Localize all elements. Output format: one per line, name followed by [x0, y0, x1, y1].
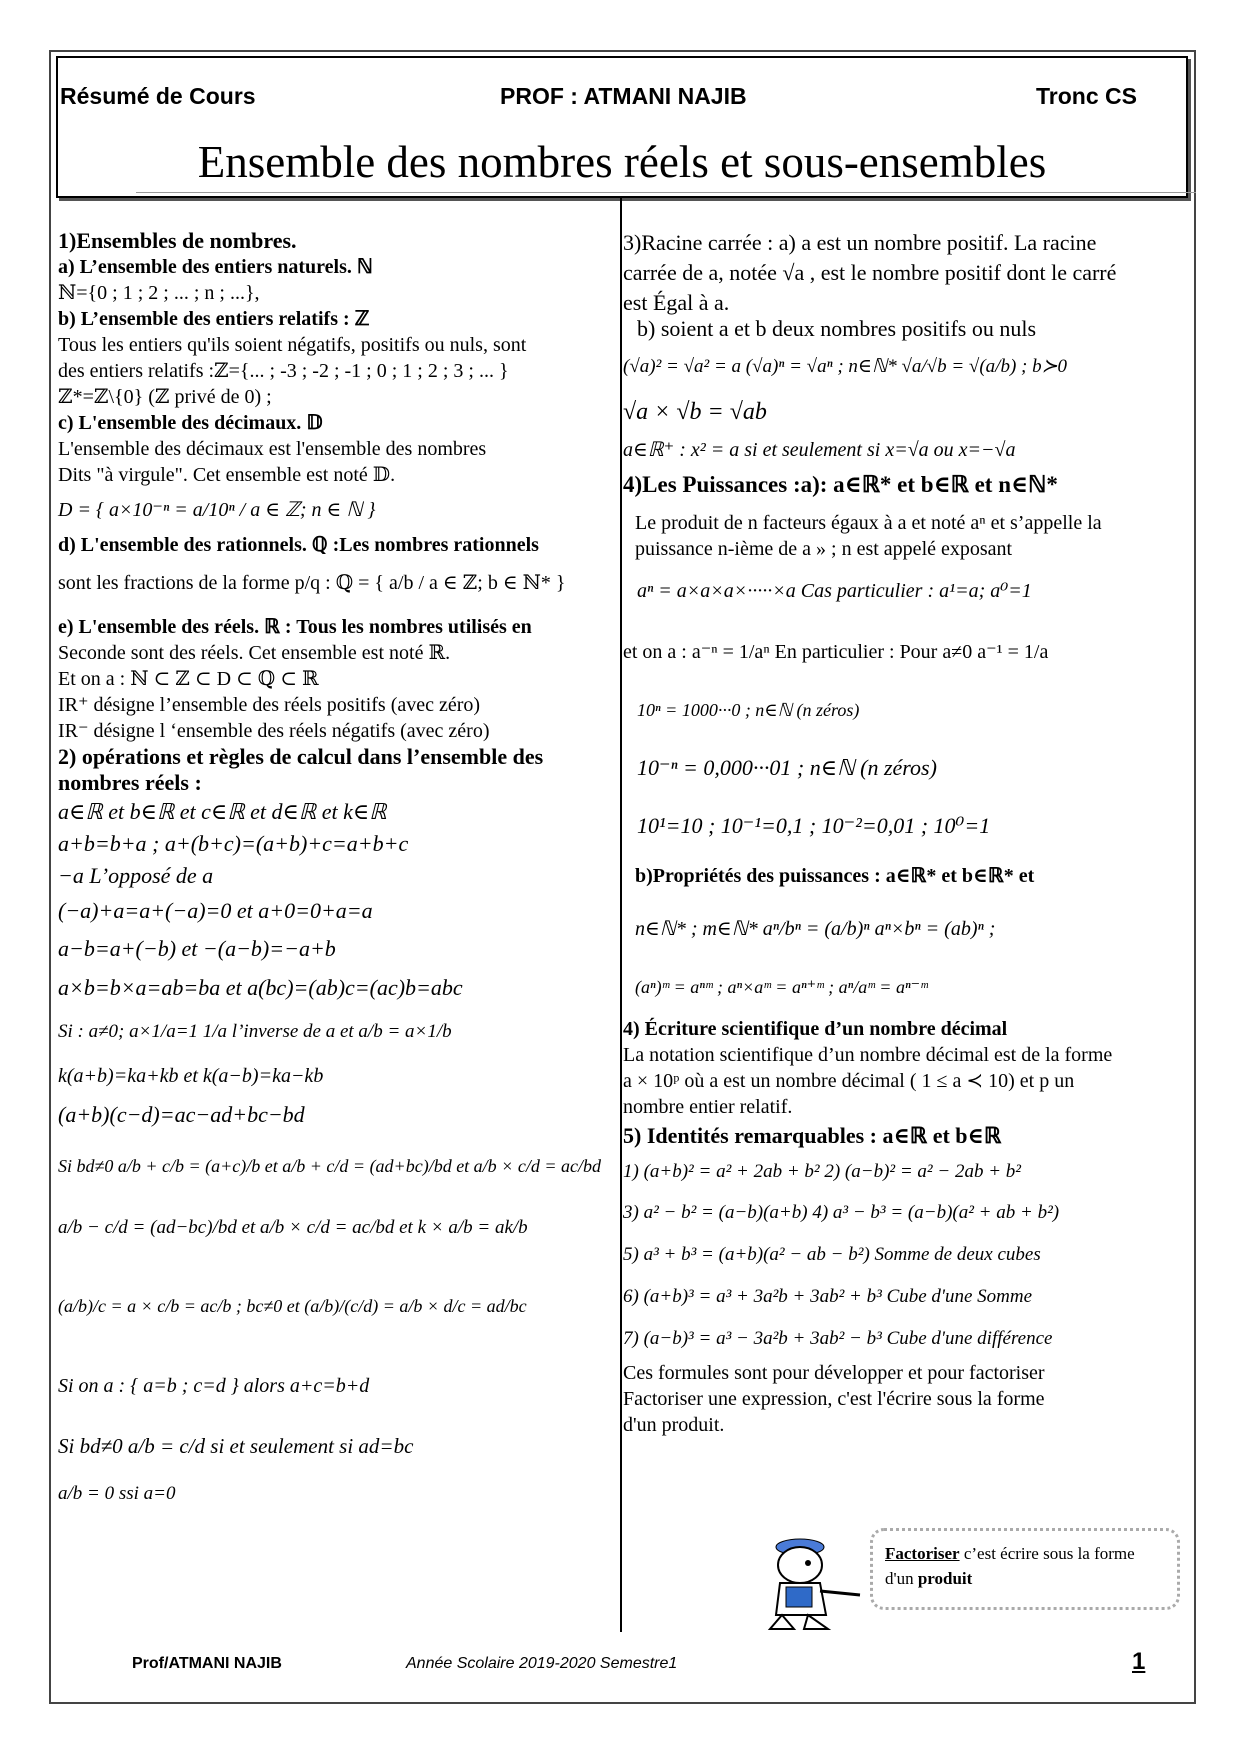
section-1-title: 1)Ensembles de nombres.: [58, 228, 297, 253]
decimals-line2: Dits "à virgule". Cet ensemble est noté 𝔻.: [58, 464, 396, 486]
power-props-1: n∈ℕ* ; m∈ℕ* aⁿ/bⁿ = (a/b)ⁿ aⁿ×bⁿ = (ab)ⁿ ;: [635, 918, 996, 940]
footer-author: Prof/ATMANI NAJIB: [132, 1655, 282, 1672]
identity-5: 7) (a−b)³ = a³ − 3a²b + 3ab² − b³ Cube d'une différence: [623, 1328, 1053, 1349]
rule-6: a×b=b×a=ab=ba et a(bc)=(ab)c=(ac)b=abc: [58, 975, 463, 1000]
rule-2: a+b=b+a ; a+(b+c)=(a+b)+c=a+b+c: [58, 831, 409, 856]
tip-cloud: [870, 1528, 1180, 1610]
power-formula-5: 10¹=10 ; 10⁻¹=0,1 ; 10⁻²=0,01 ; 10⁰=1: [637, 813, 991, 838]
power-formula-2: et on a : a⁻ⁿ = 1/aⁿ En particulier : Pour a≠0 a⁻¹ = 1/a: [623, 641, 1049, 663]
mascot-illustration: [760, 1525, 875, 1635]
sqrt-def-1: carrée de a, notée √a , est le nombre positif dont le carré: [623, 260, 1117, 285]
scientific-line3: nombre entier relatif.: [623, 1096, 793, 1118]
relatives-line1: Tous les entiers qu'ils soient négatifs, positifs ou nuls, sont: [58, 334, 527, 356]
column-divider: [620, 197, 622, 1632]
sqrt-formula-3: a∈ℝ⁺ : x² = a si et seulement si x=√a ou x=−√a: [623, 439, 1016, 461]
reals-positive: IR⁺ désigne l’ensemble des réels positifs (avec zéro): [58, 694, 481, 716]
power-def-1: Le produit de n facteurs égaux à a et noté aⁿ et s’appelle la: [635, 512, 1102, 534]
right-column: [623, 230, 1188, 1438]
scientific-line1: La notation scientifique d’un nombre décimal est de la forme: [623, 1044, 1113, 1066]
tip-keyword-2: produit: [917, 1569, 973, 1588]
page-number: 1: [1132, 1648, 1146, 1675]
tip-text-1: c’est écrire sous la forme: [959, 1544, 1135, 1563]
rule-12: (a/b)/c = a × c/b = ac/b ; bc≠0 et (a/b)/(c/d) = a/b × d/c = ad/bc: [58, 1296, 527, 1316]
rule-9: (a+b)(c−d)=ac−ad+bc−bd: [58, 1102, 305, 1127]
rule-15: a/b = 0 ssi a=0: [58, 1483, 176, 1504]
relatives-line3: ℤ*=ℤ\{0} (ℤ privé de 0) ;: [58, 386, 272, 408]
rule-14: Si bd≠0 a/b = c/d si et seulement si ad=bc: [58, 1434, 414, 1458]
scientific-title: 4) Écriture scientifique d’un nombre décimal: [623, 1018, 1008, 1040]
tip-text-2: d'un: [885, 1569, 918, 1588]
decimals-title: c) L'ensemble des décimaux. 𝔻: [58, 412, 323, 434]
identity-3: 5) a³ + b³ = (a+b)(a² − ab − b²) Somme de deux cubes: [623, 1244, 1041, 1265]
rule-5: a−b=a+(−b) et −(a−b)=−a+b: [58, 936, 336, 961]
header-right: Tronc CS: [1036, 83, 1137, 109]
rationals-def: sont les fractions de la forme p/q : ℚ = { a/b / a ∈ ℤ; b ∈ ℕ* }: [58, 572, 566, 594]
sqrt-def-2: est Égal à a.: [623, 290, 730, 315]
rule-13: Si on a : { a=b ; c=d } alors a+c=b+d: [58, 1375, 370, 1397]
section-3-title: 3)Racine carrée : a) a est un nombre positif. La racine: [623, 230, 1097, 255]
header-center: PROF : ATMANI NAJIB: [500, 83, 747, 109]
power-props-title: b)Propriétés des puissances : a∈ℝ* et b∈ℝ* et: [635, 865, 1035, 887]
identity-4: 6) (a+b)³ = a³ + 3a²b + 3ab² + b³ Cube d'une Somme: [623, 1286, 1033, 1307]
decimals-line1: L'ensemble des décimaux est l'ensemble des nombres: [58, 438, 487, 460]
rationals-title: d) L'ensemble des rationnels. ℚ :Les nombres rationnels: [58, 534, 539, 556]
closing-line3: d'un produit.: [623, 1414, 725, 1436]
tip-keyword: Factoriser: [885, 1544, 960, 1563]
reals-title: e) L'ensemble des réels. ℝ : Tous les nombres utilisés en: [58, 616, 532, 638]
header-box: [56, 56, 1188, 198]
page-title: Ensemble des nombres réels et sous-ensembles: [197, 137, 1047, 187]
power-formula-3: 10ⁿ = 1000···0 ; n∈ℕ (n zéros): [637, 700, 860, 720]
power-props-2: (aⁿ)ᵐ = aⁿᵐ ; aⁿ×aᵐ = aⁿ⁺ᵐ ; aⁿ/aᵐ = aⁿ⁻ᵐ: [635, 977, 928, 997]
title-underline: [136, 192, 1196, 193]
identity-1: 1) (a+b)² = a² + 2ab + b² 2) (a−b)² = a² − 2ab + b²: [623, 1161, 1021, 1182]
naturals-title: a) L’ensemble des entiers naturels. ℕ: [58, 256, 373, 278]
rule-1: a∈ℝ et b∈ℝ et c∈ℝ et d∈ℝ et k∈ℝ: [58, 799, 387, 824]
closing-line1: Ces formules sont pour développer et pour factoriser: [623, 1362, 1045, 1384]
identity-2: 3) a² − b² = (a−b)(a+b) 4) a³ − b³ = (a−b)(a² + ab + b²): [623, 1202, 1060, 1223]
rule-11: a/b − c/d = (ad−bc)/bd et a/b × c/d = ac/bd et k × a/b = ak/b: [58, 1217, 528, 1238]
naturals-def: ℕ={0 ; 1 ; 2 ; ... ; n ; ...},: [58, 282, 260, 304]
rule-10: Si bd≠0 a/b + c/b = (a+c)/b et a/b + c/d = (ad+bc)/bd et a/b × c/d = ac/bd: [58, 1156, 601, 1176]
scientific-line2: a × 10ᵖ où a est un nombre décimal ( 1 ≤ a ≺ 10) et p un: [623, 1070, 1075, 1092]
power-formula-4: 10⁻ⁿ = 0,000···01 ; n∈ℕ (n zéros): [637, 755, 937, 780]
section-4-title: 4)Les Puissances :a): a∈ℝ* et b∈ℝ et n∈ℕ*: [623, 472, 1058, 497]
reals-line1: Seconde sont des réels. Cet ensemble est noté ℝ.: [58, 642, 451, 664]
relatives-title: b) L’ensemble des entiers relatifs : ℤ: [58, 308, 370, 330]
rule-4: (−a)+a=a+(−a)=0 et a+0=0+a=a: [58, 898, 373, 923]
sqrt-formula-1: (√a)² = √a² = a (√a)ⁿ = √aⁿ ; n∈ℕ* √a/√b = √(a/b) ; b≻0: [623, 356, 1068, 377]
left-column: [58, 228, 618, 1514]
footer-year: Année Scolaire 2019-2020 Semestre1: [406, 1655, 678, 1672]
rule-8: k(a+b)=ka+kb et k(a−b)=ka−kb: [58, 1065, 324, 1087]
sqrt-formula-2: √a × √b = √ab: [623, 399, 767, 425]
rule-7: Si : a≠0; a×1/a=1 1/a l’inverse de a et a/b = a×1/b: [58, 1021, 452, 1042]
reals-negative: IR⁻ désigne l ‘ensemble des réels négatifs (avec zéro): [58, 720, 490, 742]
reals-inclusions: Et on a : ℕ ⊂ ℤ ⊂ D ⊂ ℚ ⊂ ℝ: [58, 668, 319, 690]
power-def-2: puissance n-ième de a » ; n est appelé exposant: [635, 538, 1013, 560]
power-formula-1: aⁿ = a×a×a×·····×a Cas particulier : a¹=a; a⁰=1: [637, 580, 1032, 602]
closing-line2: Factoriser une expression, c'est l'écrire sous la forme: [623, 1388, 1045, 1410]
section-2-title: 2) opérations et règles de calcul dans l’ensemble des nombres réels :: [58, 744, 544, 795]
section-5-title: 5) Identités remarquables : a∈ℝ et b∈ℝ: [623, 1123, 1002, 1148]
sqrt-b-title: b) soient a et b deux nombres positifs ou nuls: [637, 316, 1037, 341]
rule-3: −a L’opposé de a: [58, 863, 214, 888]
relatives-line2: des entiers relatifs :ℤ={... ; -3 ; -2 ; -1 ; 0 ; 1 ; 2 ; 3 ; ... }: [58, 360, 509, 382]
decimals-formula: D = { a×10⁻ⁿ = a/10ⁿ / a ∈ ℤ; n ∈ ℕ }: [58, 499, 376, 521]
header-left: Résumé de Cours: [60, 83, 256, 109]
